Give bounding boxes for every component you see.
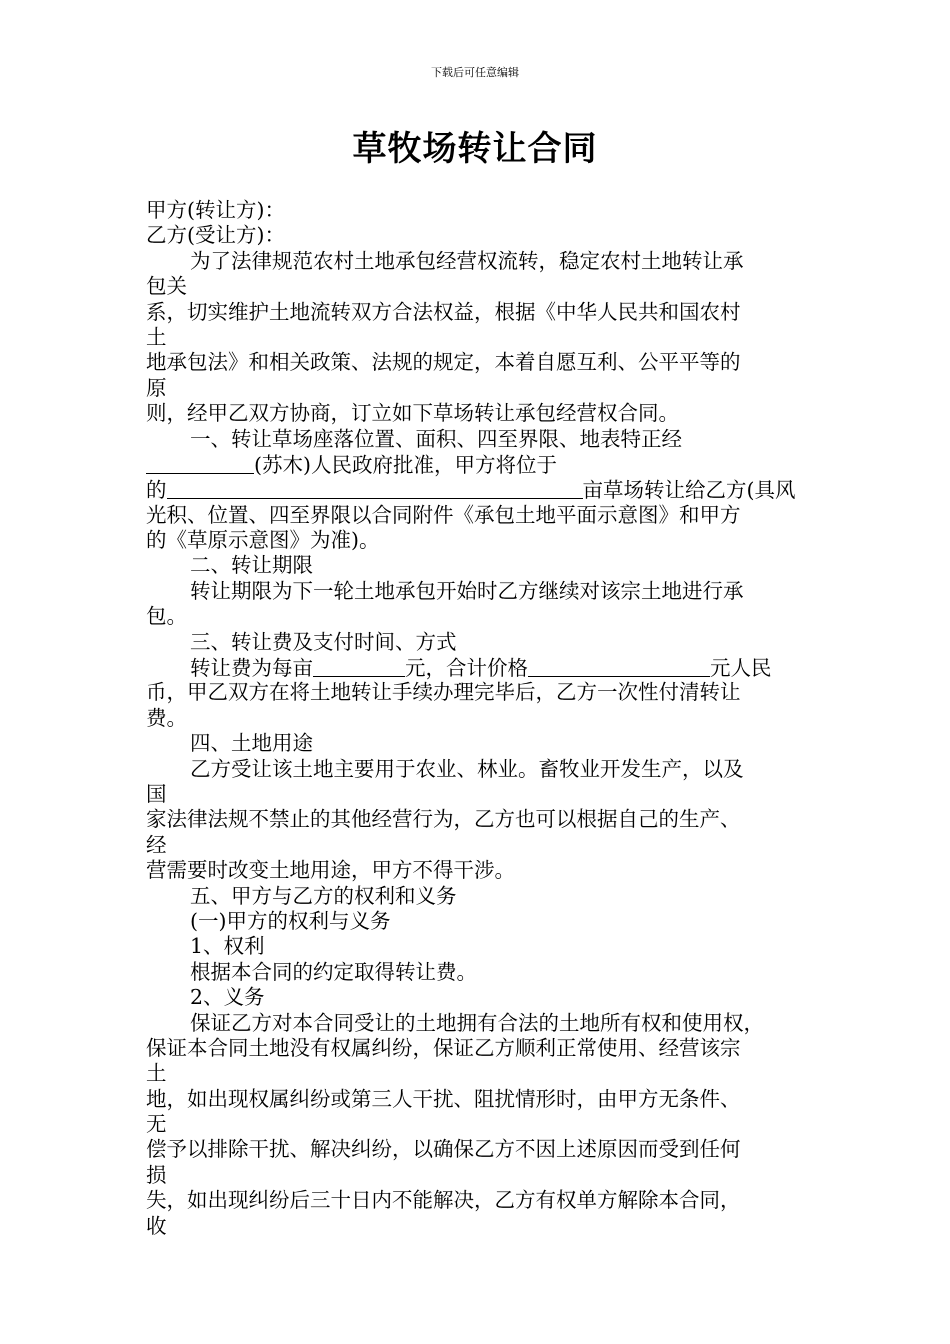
text-segment: 转让费为每亩	[190, 656, 313, 681]
section-heading: 二、转让期限	[190, 553, 313, 578]
text-line	[146, 655, 826, 680]
text-segment: 元人民	[710, 656, 772, 681]
section-heading: 四、土地用途	[190, 731, 313, 756]
text-line: 土	[146, 324, 167, 349]
section-heading: 五、甲方与乙方的权利和义务	[190, 883, 457, 908]
text-line: 保证本合同土地没有权属纠纷，保证乙方顺利正常使用、经营该宗	[146, 1035, 741, 1060]
section-heading: 一、转让草场座落位置、面积、四至界限、地表特正经	[190, 426, 682, 451]
text-line: 转让期限为下一轮土地承包开始时乙方继续对该宗土地进行承	[190, 578, 744, 603]
subsection-heading: 1、权利	[190, 934, 265, 959]
text-line	[146, 452, 826, 477]
text-line: 地承包法》和相关政策、法规的规定，本着自愿互利、公平平等的	[146, 350, 741, 375]
text-line: 损	[146, 1162, 167, 1187]
document-body	[146, 198, 826, 1239]
blank-underline	[146, 452, 254, 474]
text-segment: (苏木)人民政府批准，甲方将位于	[254, 452, 557, 477]
text-line: 原	[146, 375, 167, 400]
subsection-heading: 2、义务	[190, 985, 265, 1010]
text-segment: 的	[146, 478, 167, 503]
text-line: 为了法律规范农村土地承包经营权流转，稳定农村土地转让承	[190, 248, 744, 273]
text-line: 包。	[146, 604, 187, 629]
text-segment: 元，合计价格	[405, 656, 528, 681]
subsection-heading: (一)甲方的权利与义务	[190, 908, 391, 933]
text-line: 甲方(转让方)：	[146, 198, 285, 222]
section-heading: 三、转让费及支付时间、方式	[190, 629, 457, 654]
text-line: 乙方受让该土地主要用于农业、林业。畜牧业开发生产，以及	[190, 756, 744, 781]
text-line: 系，切实维护土地流转双方合法权益，根据《中华人民共和国农村	[146, 299, 741, 324]
text-line: 包关	[146, 274, 187, 299]
text-line: 保证乙方对本合同受让的土地拥有合法的土地所有权和使用权，	[190, 1010, 764, 1035]
text-line: 地，如出现权属纠纷或第三人干扰、阻扰情形时，由甲方无条件、	[146, 1086, 741, 1111]
text-segment: 亩草场转让给乙方(具风	[582, 478, 796, 503]
text-line: 土	[146, 1061, 167, 1086]
text-line: 光积、位置、四至界限以合同附件《承包土地平面示意图》和甲方	[146, 502, 741, 527]
text-line: 则，经甲乙双方协商，订立如下草场转让承包经营权合同。	[146, 401, 679, 426]
header-note: 下载后可任意编辑	[431, 66, 519, 79]
text-line: 收	[146, 1213, 167, 1238]
blank-underline	[313, 655, 405, 677]
text-line: 偿予以排除干扰、解决纠纷，以确保乙方不因上述原因而受到任何	[146, 1137, 741, 1162]
text-line: 的《草原示意图》为准)。	[146, 528, 380, 553]
text-line: 失，如出现纠纷后三十日内不能解决，乙方有权单方解除本合同，	[146, 1188, 741, 1213]
text-line: 无	[146, 1112, 167, 1137]
text-line: 国	[146, 781, 167, 806]
text-line: 家法律法规不禁止的其他经营行为，乙方也可以根据自己的生产、	[146, 807, 741, 832]
text-line	[146, 477, 826, 502]
text-line: 营需要时改变土地用途，甲方不得干涉。	[146, 858, 515, 883]
text-line: 费。	[146, 705, 187, 730]
text-line: 乙方(受让方)：	[146, 223, 285, 248]
text-line: 根据本合同的约定取得转让费。	[190, 959, 477, 984]
document-title: 草牧场转让合同	[352, 129, 598, 169]
text-line: 币，甲乙双方在将土地转让手续办理完毕后，乙方一次性付清转让	[146, 680, 741, 705]
blank-underline	[528, 655, 710, 677]
blank-underline	[167, 477, 583, 499]
text-line: 经	[146, 832, 167, 857]
